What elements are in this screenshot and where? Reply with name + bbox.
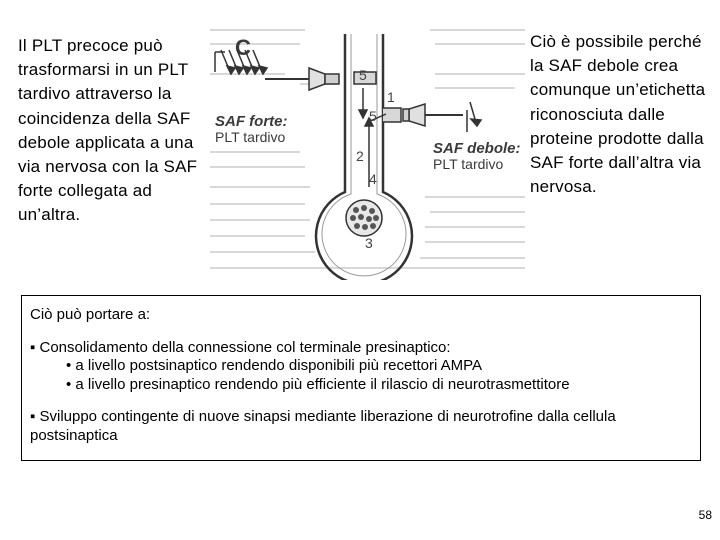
page-number: 58 bbox=[698, 508, 712, 522]
left-paragraph: Il PLT precoce può trasformarsi in un PLT tardivo attraverso la coincidenza della SAF debole applicata a una via nervosa con la SAF forte collegata ad un’altra. bbox=[18, 36, 198, 225]
label-num-3: 3 bbox=[365, 235, 373, 251]
synapse-figure bbox=[205, 22, 530, 280]
bullet-consolidation: ▪ Consolidamento della connessione col terminale presinaptico: bbox=[30, 338, 451, 356]
label-num-5-top: 5 bbox=[359, 67, 367, 83]
spacer bbox=[30, 394, 692, 408]
right-paragraph: Ciò è possibile perché la SAF debole crea comunque un’etichetta riconosciuta dalle proteine prodotte dalla SAF forte dall’altra via nervosa. bbox=[530, 32, 706, 197]
strong-input-terminal bbox=[215, 50, 339, 90]
label-num-1: 1 bbox=[387, 89, 395, 105]
strong-input-label: SAF forte: bbox=[215, 113, 288, 130]
sub-bullet-presynaptic: • a livello presinaptico rendendo più efficiente il rilascio di neurotrasmettitore bbox=[66, 375, 570, 393]
strong-input-sublabel: PLT tardivo bbox=[215, 129, 286, 145]
synapse-spine-right bbox=[383, 108, 401, 122]
panel-label: C bbox=[235, 35, 251, 60]
label-num-5-right: 5 bbox=[369, 108, 377, 124]
weak-input-sublabel: PLT tardivo bbox=[433, 156, 504, 172]
summary-intro: Ciò può portare a: bbox=[30, 306, 151, 323]
sub-bullet-postsynaptic: • a livello postsinaptico rendendo disponibili più recettori AMPA bbox=[66, 357, 483, 374]
label-num-4: 4 bbox=[369, 171, 377, 187]
weak-input-label: SAF debole: bbox=[433, 140, 521, 157]
bullet-new-synapses: ▪ Sviluppo contingente di nuove sinapsi mediante liberazione di neurotrofine dalla cellula postsinaptica bbox=[30, 408, 616, 444]
summary-box bbox=[21, 295, 701, 461]
weak-input-terminal bbox=[403, 102, 481, 132]
label-num-2: 2 bbox=[356, 148, 364, 164]
